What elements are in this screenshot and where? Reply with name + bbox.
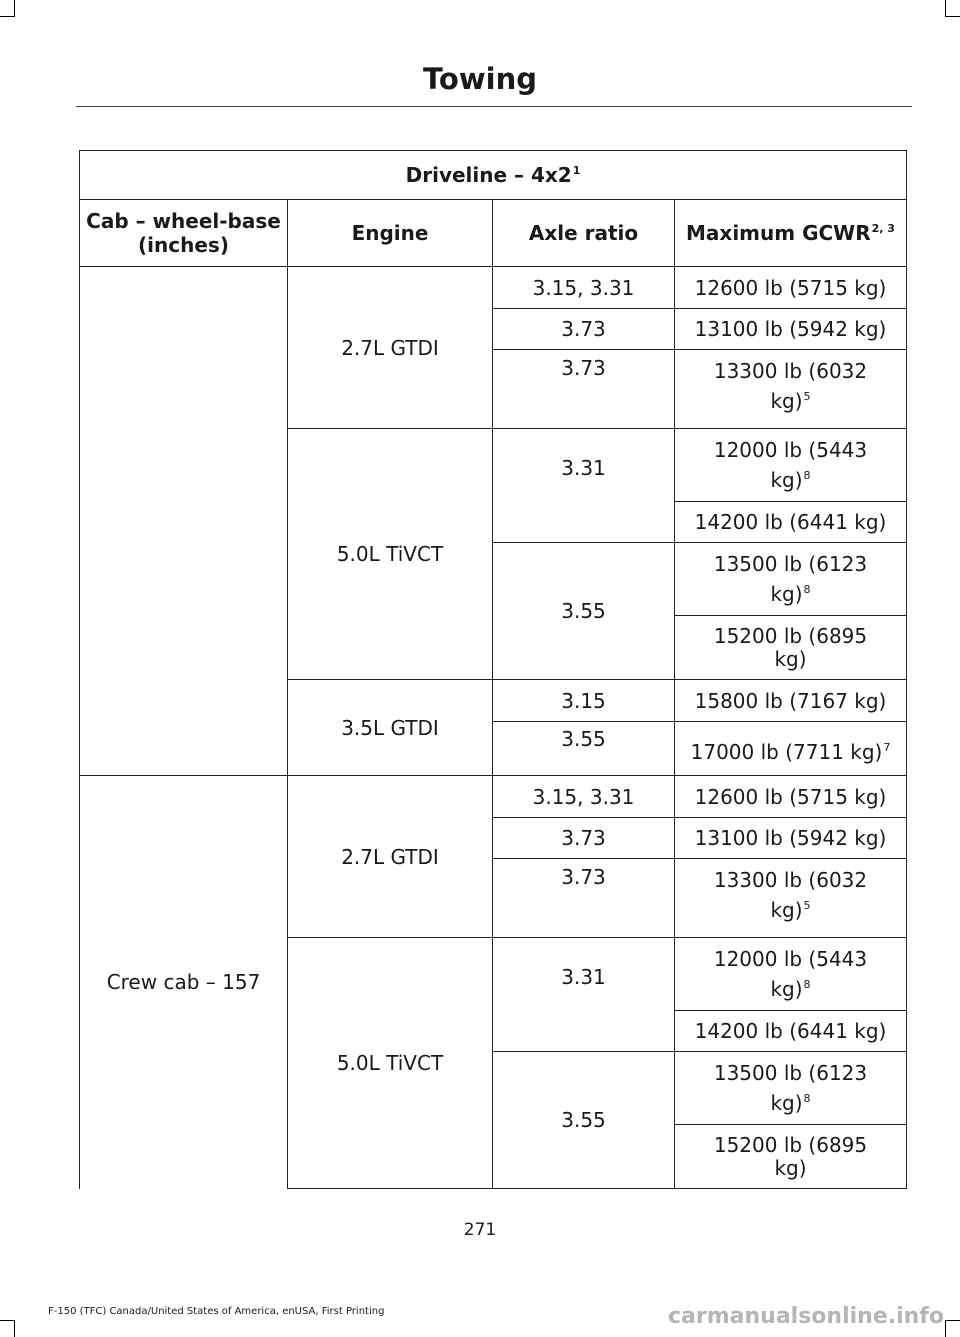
- crop-mark: [945, 1320, 946, 1337]
- engine-cell: 2.7L GTDI: [288, 267, 493, 429]
- header-gcwr-text: Maximum GCWR: [686, 221, 871, 245]
- crop-mark: [945, 16, 960, 17]
- gcwr-line: 13300 lb (6032: [713, 868, 868, 892]
- gcwr-line: kg): [770, 389, 803, 413]
- gcwr-line: kg): [770, 468, 803, 492]
- gcwr-line: 13300 lb (6032: [713, 359, 868, 383]
- gcwr-cell: 12600 lb (5715 kg): [675, 776, 907, 818]
- header-rule: [76, 106, 912, 107]
- table-title-row: [80, 151, 907, 200]
- section-title: Towing: [423, 62, 537, 96]
- gcwr-cell: [675, 859, 907, 938]
- axle-cell: 3.55: [493, 1052, 675, 1189]
- header-cab: Cab – wheel-base (inches): [80, 200, 288, 267]
- towing-table: [79, 150, 907, 1189]
- engine-cell: 5.0L TiVCT: [288, 429, 493, 680]
- axle-cell: 3.73: [493, 350, 675, 429]
- gcwr-cell: [675, 938, 907, 1011]
- axle-cell: 3.15: [493, 680, 675, 722]
- gcwr-line: 12000 lb (5443: [713, 947, 868, 971]
- gcwr-line: kg): [774, 646, 807, 671]
- gcwr-cell: [675, 616, 907, 680]
- gcwr-line: kg): [770, 977, 803, 1001]
- axle-cell: 3.73: [493, 818, 675, 859]
- header-gcwr: [675, 200, 907, 267]
- gcwr-line: 17000 lb (7711 kg): [690, 739, 883, 764]
- gcwr-line: kg): [770, 1091, 803, 1115]
- gcwr-line: kg): [774, 1155, 807, 1180]
- axle-cell: 3.55: [493, 543, 675, 680]
- crop-mark: [0, 1320, 15, 1321]
- gcwr-cell: [675, 350, 907, 429]
- gcwr-line: kg): [770, 898, 803, 922]
- crop-mark: [945, 0, 946, 17]
- crop-mark: [945, 1320, 960, 1321]
- crop-mark: [14, 0, 15, 17]
- gcwr-line: 15200 lb (6895: [713, 1132, 868, 1157]
- table-row: [80, 776, 907, 818]
- header-engine: Engine: [288, 200, 493, 267]
- axle-cell: 3.31: [493, 429, 675, 543]
- engine-cell: 2.7L GTDI: [288, 776, 493, 938]
- axle-cell: 3.73: [493, 859, 675, 938]
- footnote-ref: 7: [883, 740, 891, 754]
- page-number: 271: [463, 1220, 497, 1240]
- cab-cell: Crew cab – 157: [80, 776, 288, 1189]
- axle-cell: 3.55: [493, 722, 675, 776]
- axle-cell: 3.15, 3.31: [493, 267, 675, 309]
- footnote-ref: 8: [803, 1092, 811, 1105]
- header-row: [80, 200, 907, 267]
- footnote-ref: 2, 3: [871, 222, 895, 235]
- engine-cell: 5.0L TiVCT: [288, 938, 493, 1189]
- table-title-text: Driveline – 4x2: [405, 163, 572, 187]
- gcwr-cell: 14200 lb (6441 kg): [675, 502, 907, 543]
- footnote-ref: 5: [803, 899, 811, 912]
- axle-cell: 3.73: [493, 309, 675, 350]
- gcwr-cell: [675, 722, 907, 776]
- gcwr-cell: 13100 lb (5942 kg): [675, 818, 907, 859]
- header-axle: Axle ratio: [493, 200, 675, 267]
- gcwr-cell: [675, 543, 907, 616]
- axle-cell: 3.15, 3.31: [493, 776, 675, 818]
- gcwr-cell: 13100 lb (5942 kg): [675, 309, 907, 350]
- gcwr-line: 13500 lb (6123: [713, 1061, 868, 1085]
- gcwr-cell: [675, 1125, 907, 1189]
- gcwr-cell: [675, 429, 907, 502]
- axle-cell: 3.31: [493, 938, 675, 1052]
- footnote-ref: 1: [572, 164, 581, 177]
- table-row: [80, 267, 907, 309]
- gcwr-line: 12000 lb (5443: [713, 438, 868, 462]
- engine-cell: 3.5L GTDI: [288, 680, 493, 776]
- watermark: carmanualsonline.info: [668, 1304, 944, 1329]
- gcwr-cell: 15800 lb (7167 kg): [675, 680, 907, 722]
- footnote-ref: 8: [803, 978, 811, 991]
- gcwr-line: 15200 lb (6895: [713, 623, 868, 648]
- cab-cell: [80, 267, 288, 776]
- crop-mark: [0, 16, 15, 17]
- footnote-ref: 8: [803, 469, 811, 482]
- gcwr-line: 13500 lb (6123: [713, 552, 868, 576]
- footnote-ref: 5: [803, 390, 811, 403]
- gcwr-cell: [675, 1052, 907, 1125]
- gcwr-cell: 14200 lb (6441 kg): [675, 1011, 907, 1052]
- footnote-ref: 8: [803, 583, 811, 596]
- footer-text: F-150 (TFC) Canada/United States of America, enUSA, First Printing: [48, 1306, 385, 1317]
- table-title: [80, 151, 907, 200]
- crop-mark: [14, 1320, 15, 1337]
- gcwr-line: kg): [770, 582, 803, 606]
- gcwr-cell: 12600 lb (5715 kg): [675, 267, 907, 309]
